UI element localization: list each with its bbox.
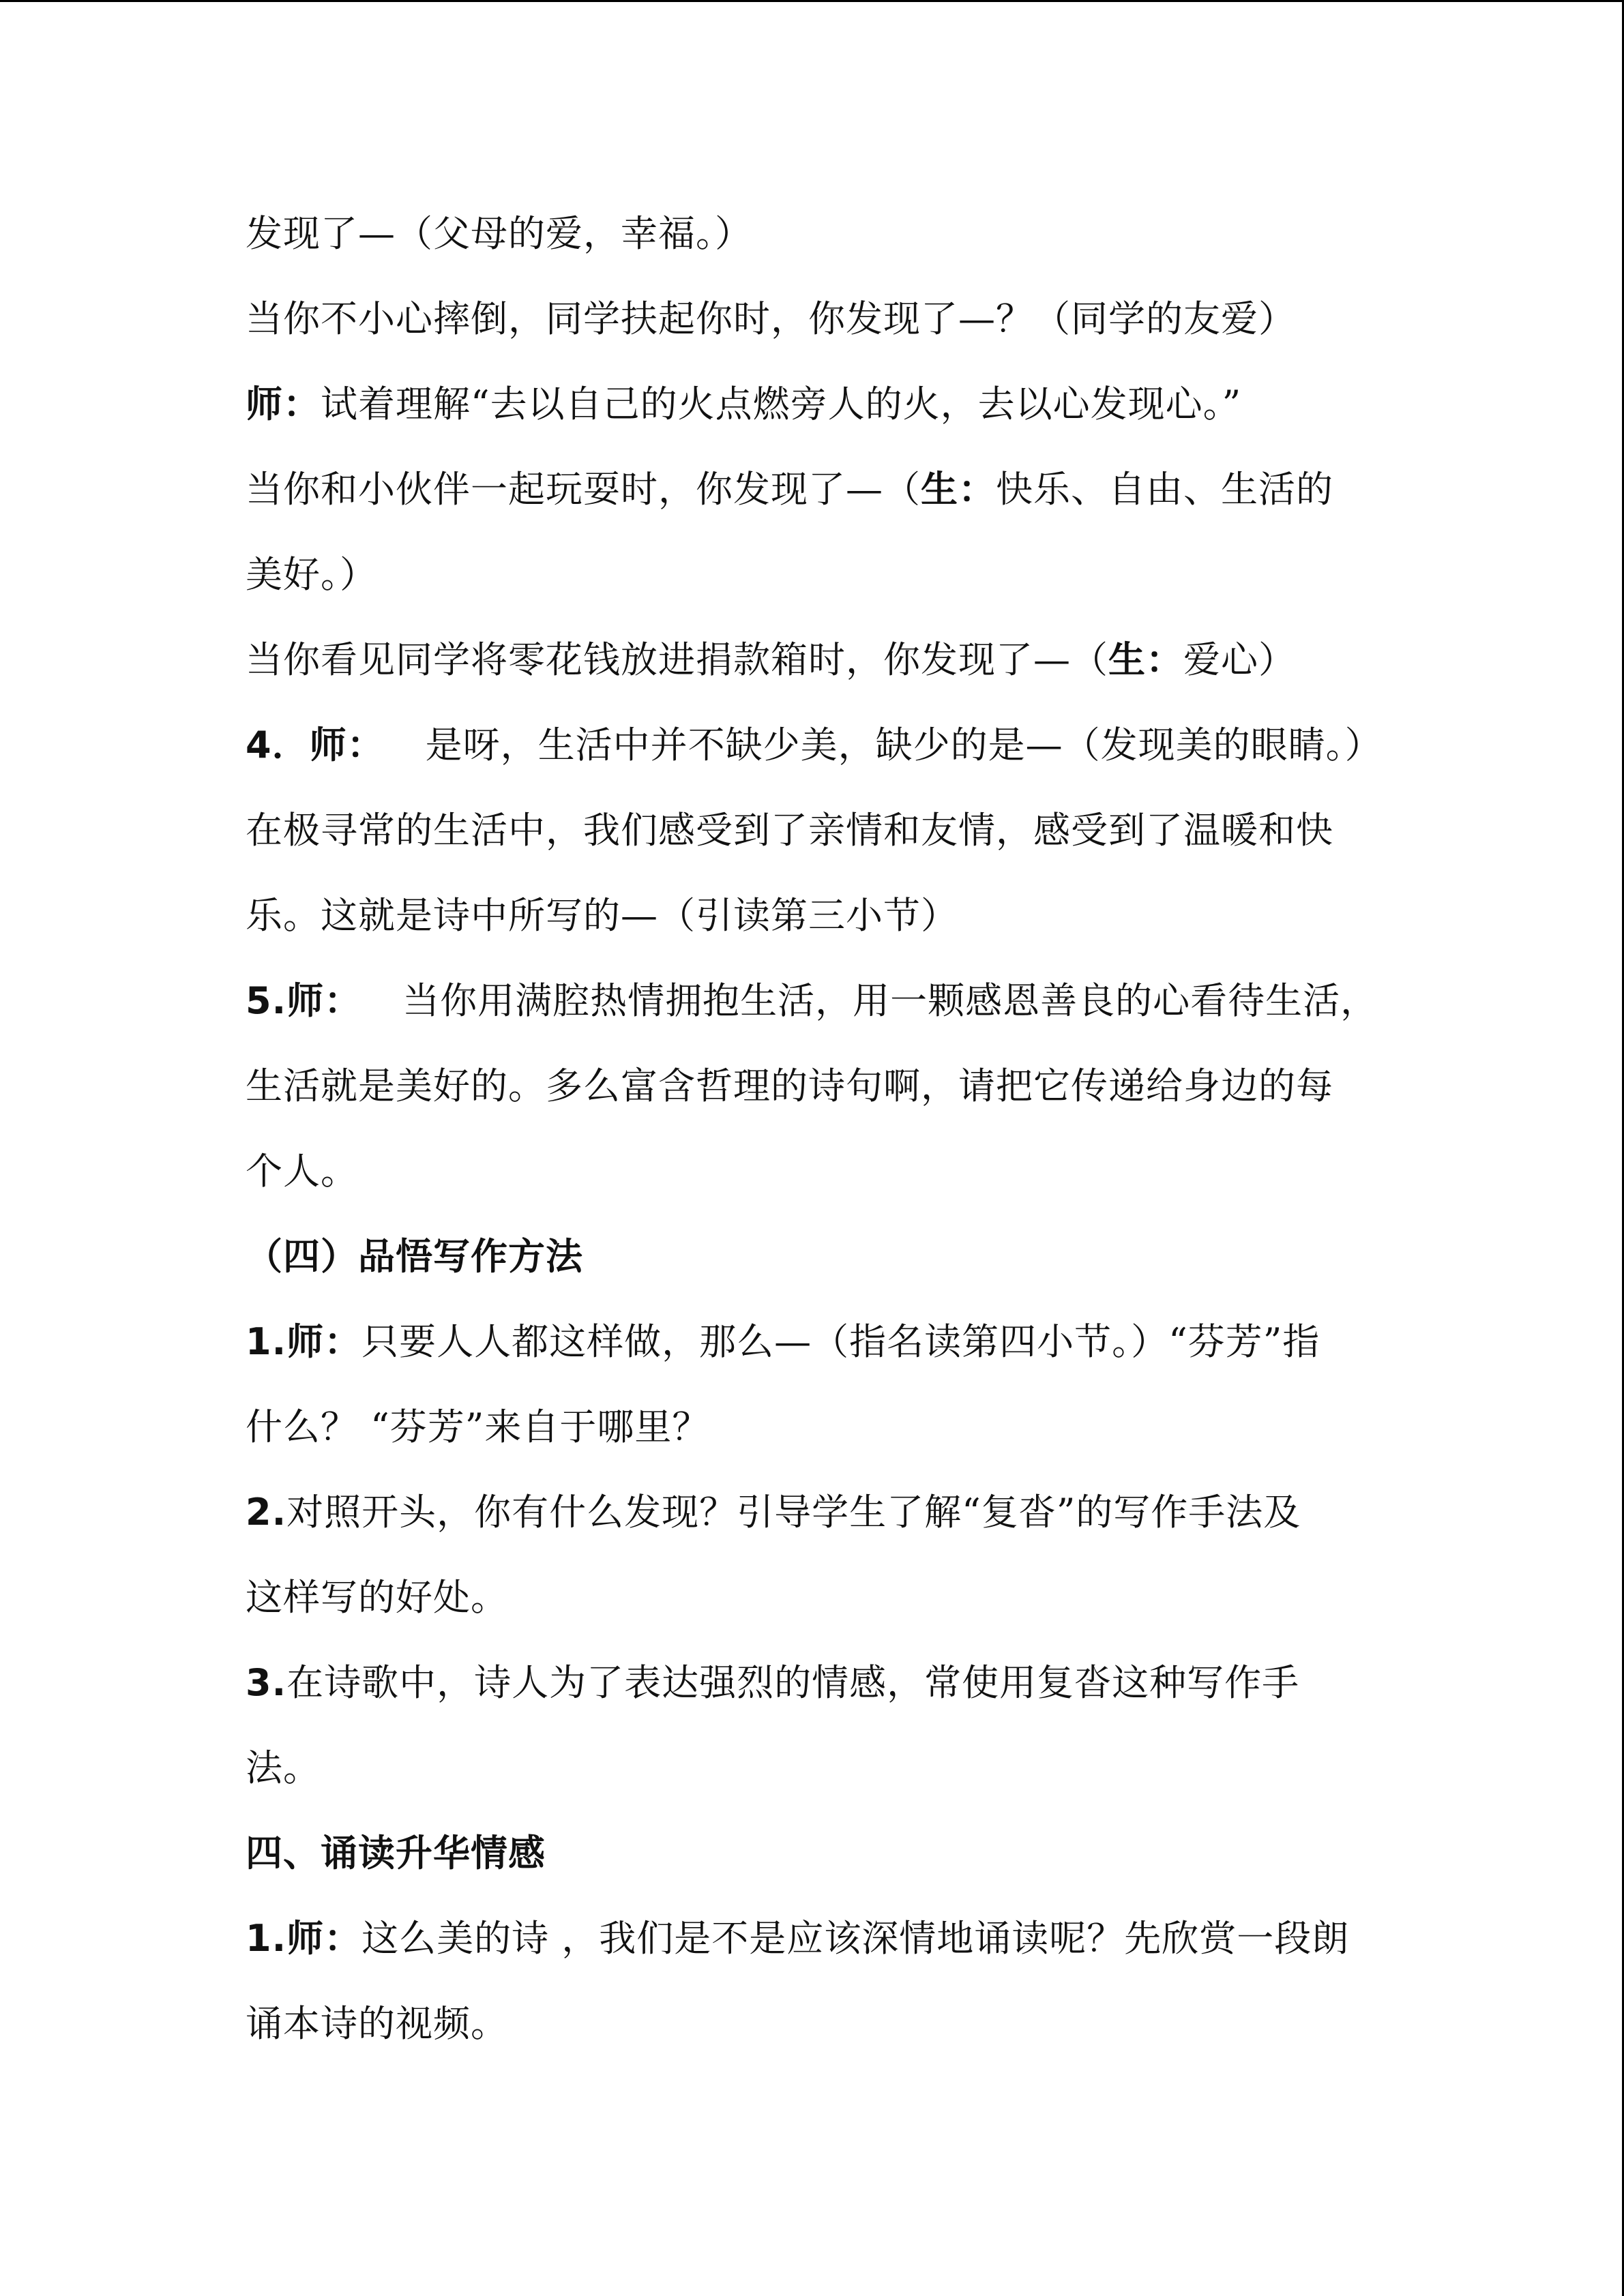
document-body (246, 191, 1405, 2066)
text-line: 诵本诗的视频。 (246, 2002, 508, 2045)
step-label: 1.师： (246, 1320, 362, 1363)
step-label: 1.师： (246, 1917, 362, 1960)
step-label: 2. (246, 1491, 287, 1534)
text-line: 当你看见同学将零花钱放进捐款箱时，你发现了—（生：爱心） (246, 638, 1296, 681)
step-label: 5.师： (246, 979, 362, 1022)
text-line: 5.师： 当你用满腔热情拥抱生活，用一颗感恩善良的心看待生活， (246, 979, 1378, 1022)
text-line: 3.在诗歌中，诗人为了表达强烈的情感，常使用复沓这种写作手 (246, 1661, 1300, 1704)
step-label: 3. (246, 1661, 287, 1704)
step-label: 4．师： (246, 724, 385, 766)
text-line: 4．师： 是呀，生活中并不缺少美，缺少的是—（发现美的眼睛。） (246, 724, 1383, 766)
text-line: 乐。这就是诗中所写的—（引读第三小节） (246, 894, 958, 937)
text-line: 师：试着理解“去以自己的火点燃旁人的火，去以心发现心。” (246, 383, 1242, 426)
text-line: 什么？ “芬芳”来自于哪里？ (246, 1405, 710, 1448)
text-line: 1.师：这么美的诗 ，我们是不是应该深情地诵读呢？先欣赏一段朗 (246, 1917, 1350, 1960)
text-line: 生活就是美好的。多么富含哲理的诗句啊，请把它传递给身边的每 (246, 1064, 1333, 1107)
text-line: 当你和小伙伴一起玩耍时，你发现了—（生：快乐、自由、生活的 (246, 468, 1333, 511)
section-heading: 四、诵读升华情感 (246, 1832, 546, 1875)
text-line: 这样写的好处。 (246, 1576, 508, 1619)
text-line: 发现了—（父母的爱，幸福。） (246, 212, 752, 255)
speaker-label: 生： (1108, 638, 1183, 681)
text-line: 2.对照开头，你有什么发现？引导学生了解“复沓”的写作手法及 (246, 1491, 1301, 1534)
text-line: 1.师：只要人人都这样做，那么—（指名读第四小节。）“芬芳”指 (246, 1320, 1320, 1363)
text-line: 在极寻常的生活中，我们感受到了亲情和友情，感受到了温暖和快 (246, 809, 1333, 852)
text-line: 美好。） (246, 553, 377, 596)
section-heading: （四）品悟写作方法 (246, 1235, 583, 1278)
text-line: 个人。 (246, 1150, 358, 1193)
speaker-label: 生： (921, 468, 996, 511)
text-line: 法。 (246, 1746, 321, 1789)
speaker-label: 师： (246, 383, 321, 426)
text-line: 当你不小心摔倒，同学扶起你时，你发现了—？（同学的友爱） (246, 297, 1296, 340)
